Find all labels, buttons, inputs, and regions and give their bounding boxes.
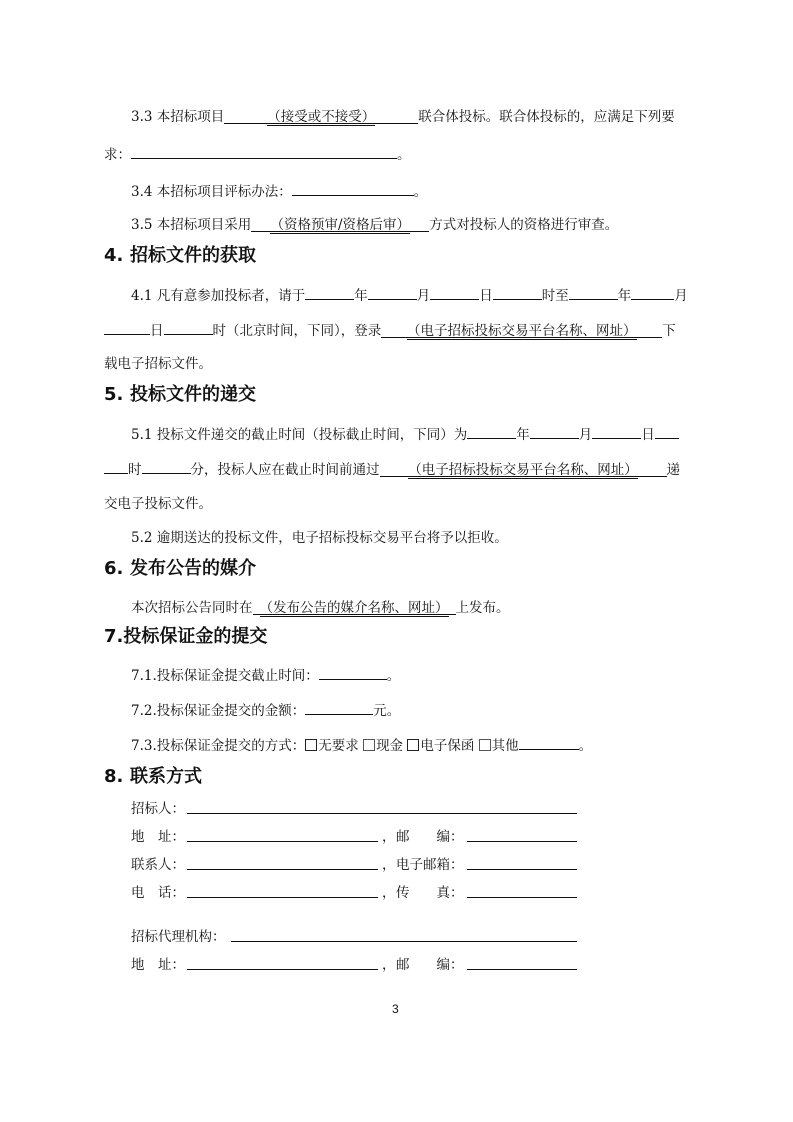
agency-field[interactable] [231,941,577,942]
clause-6 [131,598,510,618]
separator: ， [382,829,396,845]
field-hint: （资格预审/资格后审） [270,217,411,233]
clause-text: 分，投标人应在截止时间前通过 [190,462,380,478]
platform-field[interactable] [381,323,662,338]
punct: 。 [578,738,593,754]
section-6-heading [104,557,256,581]
unit-label: 月 [674,288,688,304]
clause-5-1-cont [104,459,680,480]
section-title: 7.投标保证金的提交 [104,626,268,647]
clause-text: 时（北京时间，下同），登录 [212,323,382,339]
tenderer-label: 招标人： [131,801,185,817]
field-hint: （电子招标投标交易平台名称、网址） [408,462,638,478]
clause-text: 4.1 凡有意参加投标者，请于 [131,288,306,304]
agency-postcode-field[interactable] [467,969,577,970]
end-year-field[interactable] [569,285,618,300]
deadline-year-field[interactable] [467,424,516,439]
punct: 。 [413,184,428,200]
clause-5-1 [131,424,679,445]
deposit-deadline-field[interactable] [319,665,387,680]
clause-5-2 [131,528,508,548]
agency-address-label: 地 址： [131,957,185,973]
end-month-field[interactable] [631,285,674,300]
section-title: 发布公告的媒介 [130,558,256,579]
checkbox-icon[interactable] [479,739,491,751]
clause-4-1-cont [104,320,676,341]
start-month-field[interactable] [368,285,417,300]
unit-label: 月 [578,427,593,443]
email-field[interactable] [467,869,577,870]
agency-postcode-label: 邮 编： [396,957,464,973]
clause-text: 求： [104,147,131,163]
checkbox-icon[interactable] [407,739,419,751]
address-label: 地 址： [131,829,185,845]
page-number: 3 [392,1002,399,1016]
clause-text: 元。 [373,703,401,719]
end-hour-field[interactable] [164,320,213,335]
clause-text: 联合体投标。联合体投标的，应满足下列要 [418,109,675,125]
start-day-field[interactable] [430,285,479,300]
separator: ， [382,885,396,901]
clause-7-1 [131,665,400,686]
deadline-hour-field[interactable] [655,424,679,439]
clause-text: 3.5 本招标项目采用 [131,217,252,233]
unit-label: 年 [516,427,530,443]
option-label: 无要求 [318,738,359,754]
deadline-minute-field[interactable] [142,459,191,474]
unit-label: 时至 [541,288,569,304]
clause-text: 递 [666,462,680,478]
evaluation-method-field[interactable] [292,181,414,196]
option-other[interactable] [479,738,519,754]
deadline-month-field[interactable] [530,424,579,439]
start-hour-field[interactable] [493,285,542,300]
option-label: 其他 [491,738,519,754]
clause-text: 5.2 逾期送达的投标文件，电子招标投标交易平台将予以拒收。 [131,530,508,546]
unit-label: 年 [354,288,368,304]
clause-3-3-cont [104,144,411,165]
address-field[interactable] [187,841,378,842]
unit-label: 日 [150,323,164,339]
option-no-requirement[interactable] [305,738,359,754]
end-day-field[interactable] [104,320,150,335]
deposit-amount-field[interactable] [305,700,373,715]
clause-text: 5.1 投标文件递交的截止时间（投标截止时间，下同）为 [131,427,468,443]
separator: ， [382,857,396,873]
postcode-label: 邮 编： [396,829,464,845]
agency-address-field[interactable] [187,969,378,970]
section-7-heading [104,625,267,649]
field-hint: （电子招标投标交易平台名称、网址） [407,323,637,339]
clause-text: 交电子投标文件。 [104,496,212,512]
consortium-requirements-field[interactable] [131,144,397,159]
clause-3-4 [131,181,427,202]
media-field[interactable] [253,600,456,615]
option-cash[interactable] [363,738,403,754]
section-number: 6. [104,558,124,579]
fax-field[interactable] [467,897,577,898]
option-label: 现金 [376,738,404,754]
punct: 。 [386,668,401,684]
agency-label: 招标代理机构： [131,929,226,945]
fax-label: 传 真： [396,885,464,901]
field-hint: （发布公告的媒介名称、网址） [259,600,449,616]
section-title: 投标文件的递交 [130,384,256,405]
section-title: 招标文件的获取 [130,245,256,266]
clause-7-2 [131,700,400,721]
section-4-heading [104,244,256,268]
clause-5-1-cont2 [104,494,212,514]
unit-label: 日 [641,427,655,443]
contact-person-field[interactable] [187,869,378,870]
deadline-day-field[interactable] [592,424,641,439]
clause-3-5 [131,215,618,235]
section-number: 4. [104,245,124,266]
other-method-field[interactable] [519,735,579,750]
clause-text: 7.3.投标保证金提交的方式： [131,738,306,754]
option-label: 电子保函 [420,738,475,754]
section-8-heading [104,765,202,789]
start-year-field[interactable] [305,285,354,300]
section-title: 联系方式 [130,766,202,787]
tenderer-field[interactable] [187,813,577,814]
submit-platform-field[interactable] [380,462,667,477]
clause-4-1-cont2 [104,354,212,374]
unit-label: 月 [416,288,431,304]
clause-4-1 [131,285,688,306]
section-5-heading [104,383,256,407]
unit-label: 年 [617,288,632,304]
section-number: 8. [104,766,124,787]
consortium-field[interactable] [224,109,418,124]
unit-label: 时 [128,462,142,478]
clause-7-3 [131,735,592,756]
field-hint: （接受或不接受） [267,109,376,125]
email-label: 电子邮箱： [396,857,464,873]
clause-label: 3.3 本招标项目 [131,109,225,125]
qualification-review-field[interactable] [251,217,429,232]
unit-label: 日 [479,288,493,304]
phone-label: 电 话： [131,885,185,901]
clause-text: 下 [662,323,676,339]
clause-text: 本次招标公告同时在 [131,600,253,616]
checkbox-icon[interactable] [363,739,375,751]
clause-text: 上发布。 [455,600,510,616]
clause-text: 7.1.投标保证金提交截止时间： [131,668,319,684]
clause-3-3 [131,107,675,127]
contact-person-label: 联系人： [131,857,185,873]
punct: 。 [397,147,411,163]
clause-text: 3.4 本招标项目评标办法： [131,184,292,200]
phone-field[interactable] [187,897,378,898]
option-e-guarantee[interactable] [407,738,474,754]
postcode-field[interactable] [467,841,577,842]
deadline-hour-field-cont[interactable] [104,459,128,474]
separator: ， [382,957,396,973]
clause-text: 7.2.投标保证金提交的金额： [131,703,306,719]
clause-text: 载电子招标文件。 [104,356,212,372]
section-number: 5. [104,384,124,405]
clause-text: 方式对投标人的资格进行审查。 [429,217,619,233]
checkbox-icon[interactable] [305,739,317,751]
